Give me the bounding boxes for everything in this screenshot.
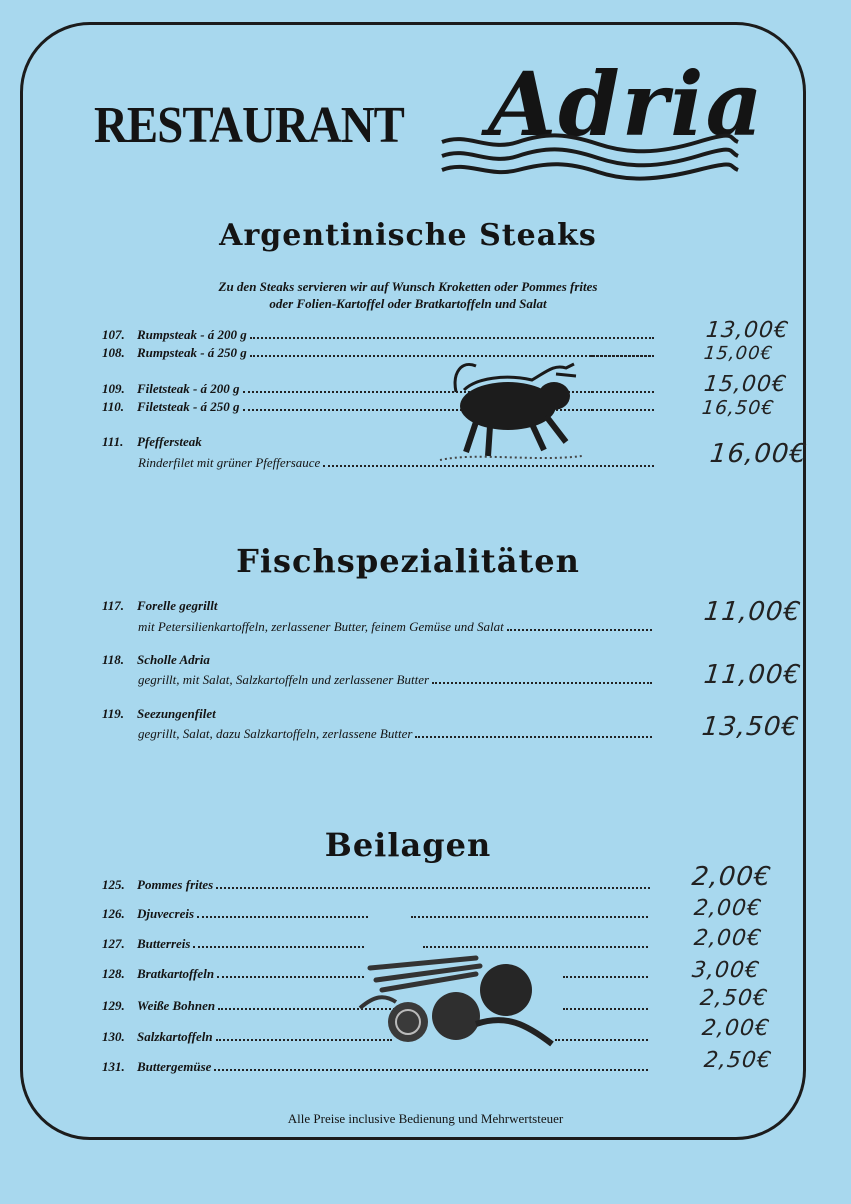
dot-leader: [588, 345, 654, 357]
item-price: 2,50€: [702, 1048, 774, 1073]
steaks-note-line2: oder Folien-Kartoffel oder Bratkartoffeln und Salat: [269, 296, 547, 311]
item-price: 11,00€: [702, 597, 803, 627]
restaurant-word: RESTAURANT: [94, 97, 404, 154]
item-price: 15,00€: [702, 372, 789, 397]
item-price: 13,00€: [704, 318, 791, 343]
vegetables-icon: [356, 944, 556, 1054]
dot-leader: [560, 966, 648, 978]
fish-title: Fischspezialitäten: [236, 542, 580, 580]
dot-leader: [588, 381, 654, 393]
menu-item: 131. Buttergemüse: [102, 1059, 648, 1075]
dot-leader: [408, 906, 648, 918]
menu-item: 117. Forelle gegrillt: [102, 598, 218, 613]
item-price: 16,00€: [708, 439, 809, 469]
item-price: 2,50€: [698, 986, 770, 1011]
sides-title: Beilagen: [324, 826, 492, 864]
footer-note: Alle Preise inclusive Bedienung und Mehrwertsteuer: [287, 1111, 564, 1126]
menu-item: 109. Filetsteak - á 200 g: [102, 381, 654, 397]
dot-leader: [588, 399, 654, 411]
item-price: 13,50€: [700, 712, 801, 742]
waves-icon: [438, 112, 743, 182]
dot-leader: [552, 1029, 648, 1041]
item-price: 2,00€: [700, 1016, 772, 1041]
adria-logo: [438, 52, 765, 192]
item-price: 15,00€: [702, 343, 775, 364]
logo-text: Adria: [488, 52, 765, 156]
item-price: 3,00€: [690, 958, 762, 983]
item-description: gegrillt, mit Salat, Salzkartoffeln und zerlassener Butter: [138, 672, 652, 688]
steaks-note-line1: Zu den Steaks servieren wir auf Wunsch Kroketten oder Pommes frites: [218, 279, 598, 294]
item-description: Rinderfilet mit grüner Pfeffersauce: [138, 455, 654, 471]
menu-item: 127. Butterreis: [102, 936, 364, 952]
menu-item: 125. Pommes frites: [102, 877, 650, 893]
menu-item: 130. Salzkartoffeln: [102, 1029, 392, 1045]
bull-icon: [436, 352, 586, 464]
item-price: 11,00€: [702, 660, 803, 690]
menu-item: 126. Djuvecreis: [102, 906, 368, 922]
menu-item: 107. Rumpsteak - á 200 g: [102, 327, 654, 343]
menu-item: 111. Pfeffersteak: [102, 434, 202, 449]
item-price: 2,00€: [692, 896, 764, 921]
menu-item: 110. Filetsteak - á 250 g: [102, 399, 654, 415]
menu-item: 119. Seezungenfilet: [102, 706, 216, 721]
dot-leader: [560, 998, 648, 1010]
menu-item: 108. Rumpsteak - á 250 g: [102, 345, 654, 361]
item-description: mit Petersilienkartoffeln, zerlassener Butter, feinem Gemüse und Salat: [138, 619, 652, 635]
steaks-title: Argentinische Steaks: [219, 218, 597, 253]
item-price: 16,50€: [700, 397, 776, 419]
item-description: gegrillt, Salat, dazu Salzkartoffeln, zerlassene Butter: [138, 726, 652, 742]
menu-item: 118. Scholle Adria: [102, 652, 210, 667]
menu-item: 128. Bratkartoffeln: [102, 966, 364, 982]
menu-header: [94, 52, 765, 192]
item-price: 2,00€: [690, 862, 774, 892]
menu-item: 129. Weiße Bohnen: [102, 998, 402, 1014]
item-price: 2,00€: [692, 926, 764, 951]
